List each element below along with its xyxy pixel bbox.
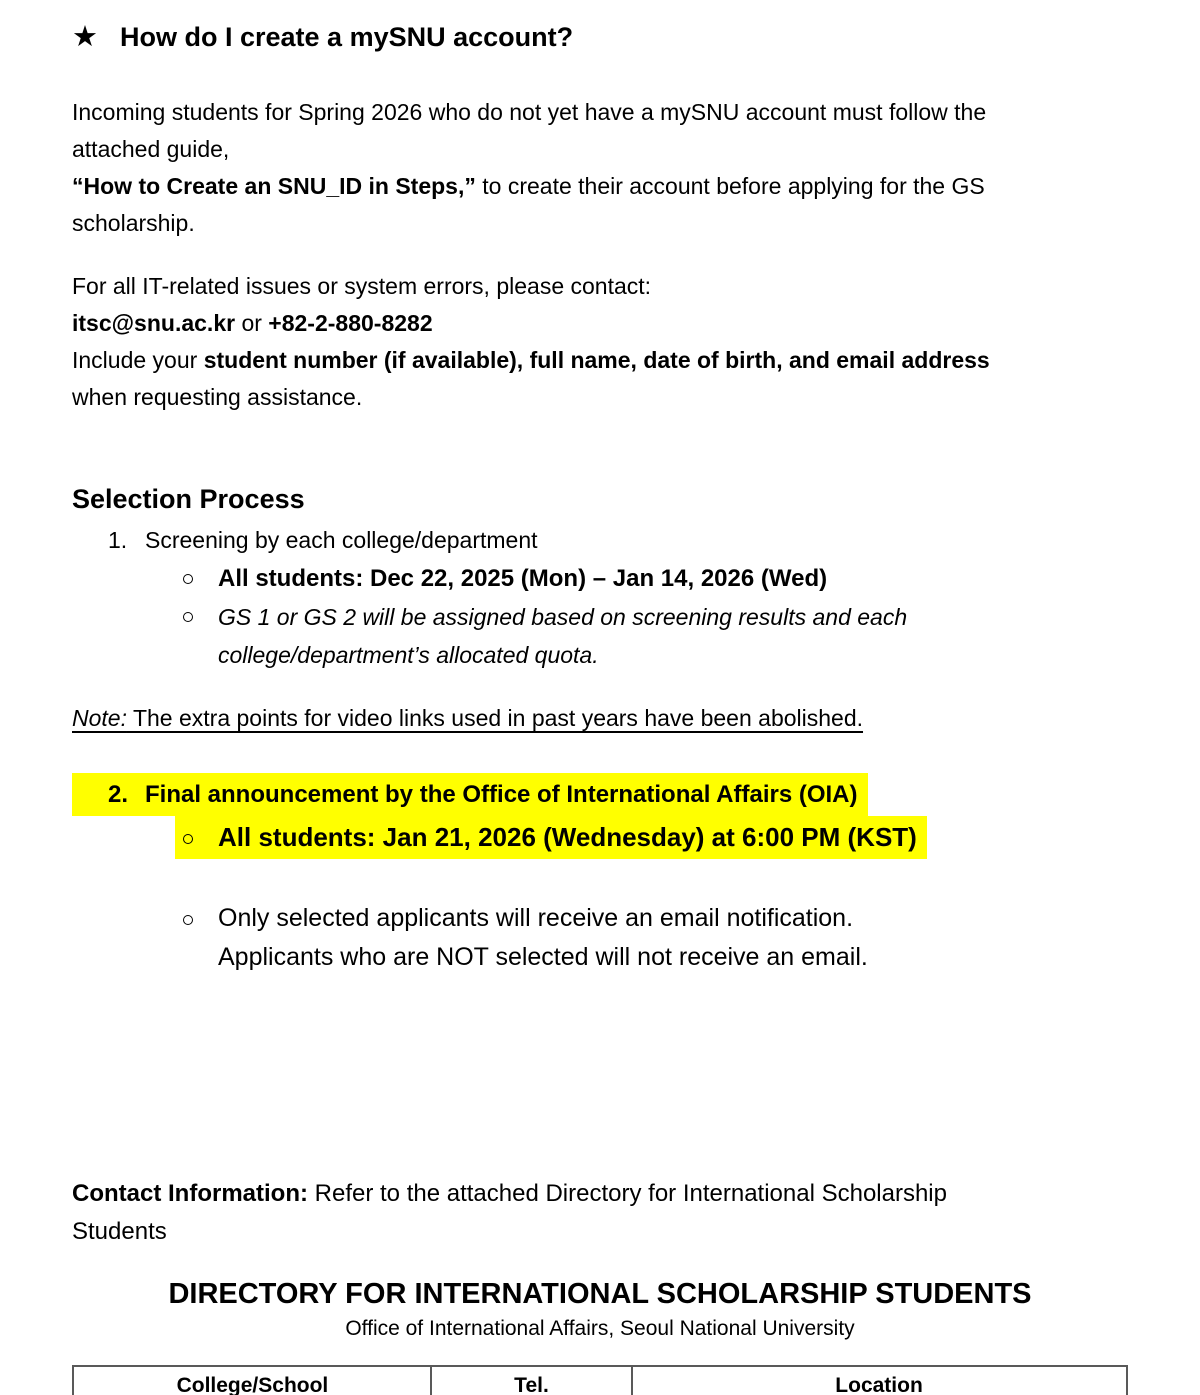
highlighted-announcement <box>175 816 927 859</box>
note-label: Note: <box>72 705 127 731</box>
selection-step-1 <box>72 522 1128 558</box>
intro-paragraph <box>72 94 1128 242</box>
intro-line-3: to create their account before applying for the GS <box>475 173 985 199</box>
contact-information-paragraph <box>72 1175 1128 1251</box>
directory-subtitle: Office of International Affairs, Seoul National University <box>345 1317 855 1340</box>
note-paragraph <box>72 700 1128 737</box>
include-prefix: Include your <box>72 347 204 373</box>
include-suffix: when requesting assistance. <box>72 384 363 410</box>
step-2-number: 2. <box>108 781 129 808</box>
circle-bullet-icon <box>183 574 193 584</box>
support-phone: +82-2-880-8282 <box>268 310 433 336</box>
gs-assignment-text <box>218 598 907 674</box>
circle-bullet-icon <box>183 612 193 622</box>
step-2-bullet-announcement-date <box>183 816 1128 859</box>
contact-information-line-2: Students <box>72 1218 167 1245</box>
email-notification-line-2: Applicants who are NOT selected will not receive an email. <box>218 943 868 971</box>
it-support-paragraph <box>72 268 1128 416</box>
screening-dates-text: All students: Dec 22, 2025 (Mon) – Jan 14, 2026 (Wed) <box>218 565 828 592</box>
contact-information-text: Refer to the attached Directory for International Scholarship <box>307 1180 947 1207</box>
directory-title: DIRECTORY FOR INTERNATIONAL SCHOLARSHIP STUDENTS <box>168 1278 1032 1310</box>
directory-table <box>72 1365 1128 1395</box>
intro-line-1: Incoming students for Spring 2026 who do not yet have a mySNU account must follow the <box>72 99 987 125</box>
circle-bullet-icon <box>183 915 193 925</box>
selection-process-heading: Selection Process <box>72 484 305 514</box>
step-1-bullet-gs-assignment <box>183 598 1128 674</box>
step-2-bullet-email-notification <box>183 899 1128 977</box>
step-1-bullet-screening-dates <box>183 560 1128 598</box>
star-icon: ★ <box>72 21 98 53</box>
support-email: itsc@snu.ac.kr <box>72 310 236 336</box>
highlighted-step-2 <box>72 773 868 816</box>
email-notification-line-1: Only selected applicants will receive an email notification. <box>218 904 854 932</box>
column-header-college-school: College/School <box>73 1366 431 1395</box>
column-header-location: Location <box>632 1366 1127 1395</box>
page-title-text: How do I create a mySNU account? <box>120 22 574 52</box>
page-title <box>72 20 1128 54</box>
circle-bullet-icon <box>183 834 193 844</box>
email-phone-separator: or <box>235 310 269 336</box>
gs-assignment-line-2: college/department’s allocated quota. <box>218 642 599 668</box>
contact-information-label: Contact Information: <box>72 1180 308 1207</box>
step-1-text: Screening by each college/department <box>145 527 538 553</box>
email-notification-text <box>218 899 868 977</box>
intro-line-4: scholarship. <box>72 210 195 236</box>
directory-table-header-row <box>73 1366 1127 1395</box>
it-support-line-1: For all IT-related issues or system errors, please contact: <box>72 273 652 299</box>
announcement-date-text: All students: Jan 21, 2026 (Wednesday) at 6:00 PM (KST) <box>218 822 917 852</box>
step-1-number: 1. <box>108 527 128 553</box>
intro-line-2: attached guide, <box>72 136 230 162</box>
step-2-text: Final announcement by the Office of International Affairs (OIA) <box>145 781 858 808</box>
guide-title-text: “How to Create an SNU_ID in Steps,” <box>72 173 476 199</box>
gs-assignment-line-1: GS 1 or GS 2 will be assigned based on screening results and each <box>218 604 908 630</box>
column-header-tel: Tel. <box>431 1366 631 1395</box>
selection-step-2 <box>72 773 1128 816</box>
note-text: The extra points for video links used in past years have been abolished. <box>126 705 864 731</box>
required-info-text: student number (if available), full name, date of birth, and email address <box>203 347 990 373</box>
